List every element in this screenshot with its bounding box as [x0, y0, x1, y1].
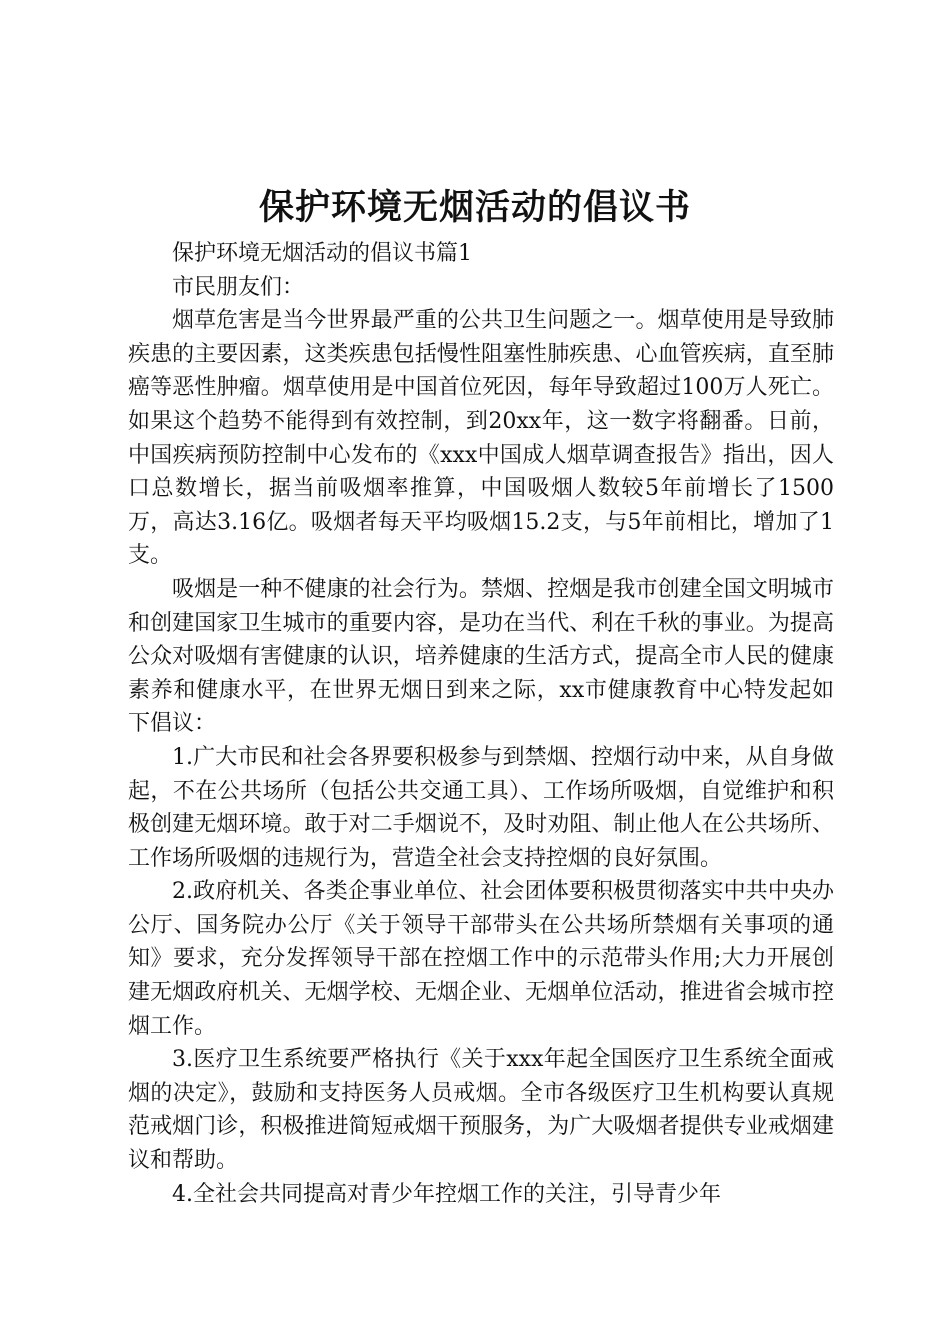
salutation: 市民朋友们： — [172, 274, 305, 300]
paragraph: 烟草危害是当今世界最严重的公共卫生问题之一。烟草使用是导致肺疾患的主要因素，这类疾患包括慢性阻塞性肺疾患、心血管疾病，直至肺癌等恶性肿瘤。烟草使用是中国首位死因，每年导致超过100万人死亡。如果这个趋势不能得到有效控制，到20xx年，这一数字将翻番。日前，中国疾病预防控制中心发布的《xxx中国成人烟草调查报告》指出，因人口总数增长，据当前吸烟率推算，中国吸烟人数较5年前增长了1500万，高达3.16亿。吸烟者每天平均吸烟15.2支，与5年前相比，增加了1支。 — [128, 308, 834, 569]
list-item: 1.广大市民和社会各界要积极参与到禁烟、控烟行动中来，从自身做起，不在公共场所（包括公共交通工具）、工作场所吸烟，自觉维护和积极创建无烟环境。敢于对二手烟说不，及时劝阻、制止他人在公共场所、工作场所吸烟的违规行为，营造全社会支持控烟的良好氛围。 — [128, 744, 834, 871]
document-title: 保护环境无烟活动的倡议书 — [258, 187, 691, 228]
section-heading: 保护环境无烟活动的倡议书篇1 — [172, 241, 472, 266]
document-body — [128, 237, 834, 1211]
list-item: 4.全社会共同提高对青少年控烟工作的关注，引导青少年 — [172, 1181, 721, 1207]
list-item: 3.医疗卫生系统要严格执行《关于xxx年起全国医疗卫生系统全面戒烟的决定》，鼓励和支持医务人员戒烟。全市各级医疗卫生机构要认真规范戒烟门诊，积极推进简短戒烟干预服务，为广大吸烟者提供专业戒烟建议和帮助。 — [128, 1047, 834, 1174]
paragraph: 吸烟是一种不健康的社会行为。禁烟、控烟是我市创建全国文明城市和创建国家卫生城市的重要内容，是功在当代、利在千秋的事业。为提高公众对吸烟有害健康的认识，培养健康的生活方式，提高全市人民的健康素养和健康水平，在世界无烟日到来之际，xx市健康教育中心特发起如下倡议： — [128, 576, 834, 737]
list-item: 2.政府机关、各类企事业单位、社会团体要积极贯彻落实中共中央办公厅、国务院办公厅《关于领导干部带头在公共场所禁烟有关事项的通知》要求，充分发挥领导干部在控烟工作中的示范带头作用;大力开展创建无烟政府机关、无烟学校、无烟企业、无烟单位活动，推进省会城市控烟工作。 — [128, 879, 834, 1039]
